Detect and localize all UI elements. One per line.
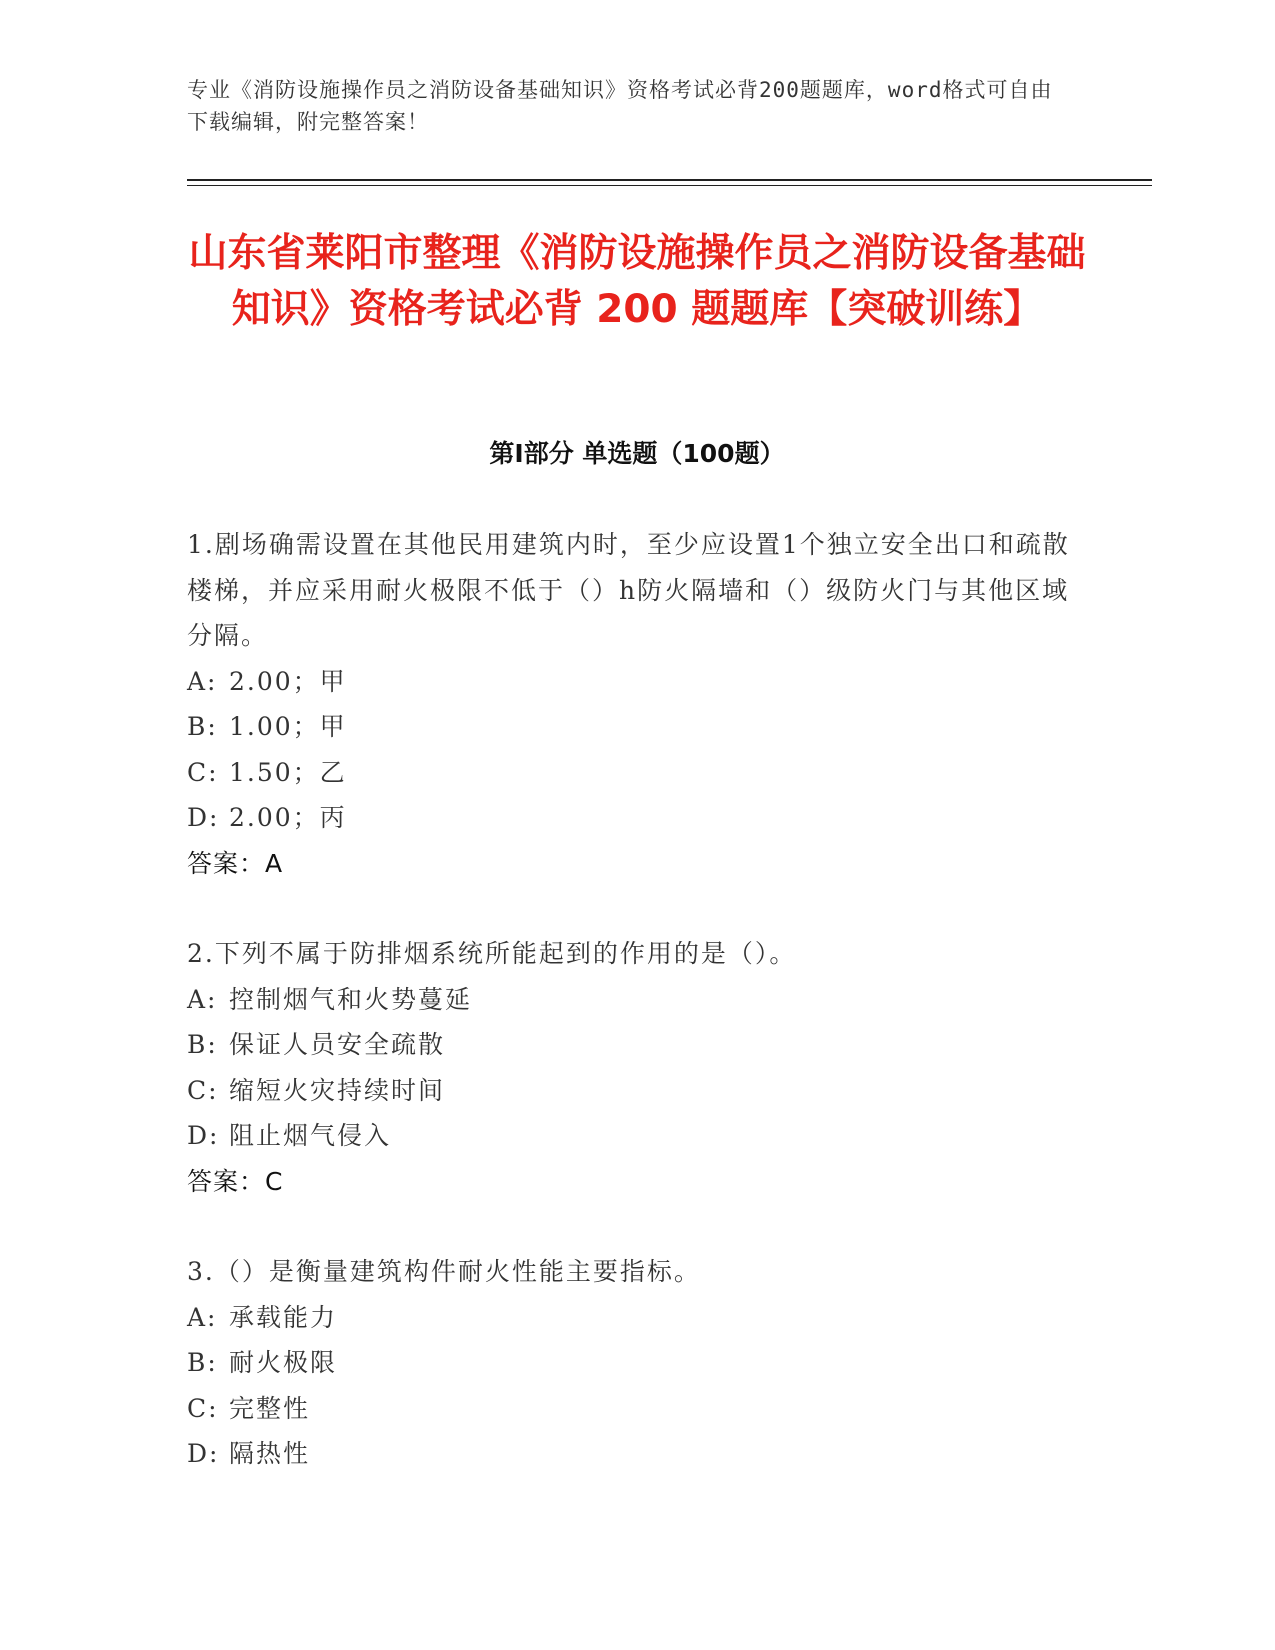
option-letter: C: <box>187 757 219 787</box>
question-text <box>187 1249 1077 1295</box>
answer-line <box>187 1159 1077 1205</box>
option-letter: D: <box>187 1439 220 1468</box>
answer-value: C <box>265 1166 284 1196</box>
answer-label: 答案： <box>187 848 266 878</box>
answer-line <box>187 841 1077 887</box>
option-c <box>187 1386 1077 1432</box>
option-text: 2.00；甲 <box>229 666 347 696</box>
question-1 <box>187 522 1077 886</box>
option-letter: C: <box>187 1075 219 1105</box>
option-text: 控制烟气和火势蔓延 <box>229 984 473 1014</box>
question-2 <box>187 931 1077 1204</box>
question-stem: 剧场确需设置在其他民用建筑内时，至少应设置1个独立安全出口和疏散楼梯，并应采用耐火极限不低于（）h防火隔墙和（）级防火门与其他区域分隔。 <box>187 530 1070 650</box>
option-text: 隔热性 <box>229 1439 311 1468</box>
option-text: 1.50；乙 <box>229 757 347 787</box>
option-letter: D: <box>187 1121 220 1150</box>
question-text <box>187 931 1077 977</box>
option-text: 缩短火灾持续时间 <box>229 1075 446 1105</box>
option-letter: A: <box>187 666 218 696</box>
section-title: 第Ⅰ部分 单选题（100题） <box>489 439 785 468</box>
option-a <box>187 1295 1077 1341</box>
option-letter: D: <box>187 803 220 832</box>
question-number: 1. <box>187 530 215 559</box>
option-b <box>187 704 1077 750</box>
option-letter: C: <box>187 1393 219 1423</box>
question-list <box>187 522 1077 1522</box>
header-rule-thin <box>187 185 1152 186</box>
option-letter: A: <box>187 984 218 1014</box>
option-d <box>187 1113 1077 1159</box>
option-letter: A: <box>187 1302 218 1332</box>
option-text: 1.00；甲 <box>229 712 347 741</box>
header-note: 专业《消防设施操作员之消防设备基础知识》资格考试必背200题题库，word格式可自由下载编辑，附完整答案！ <box>187 78 1053 134</box>
answer-label: 答案： <box>187 1166 266 1196</box>
option-text: 承载能力 <box>229 1302 338 1332</box>
question-stem: 下列不属于防排烟系统所能起到的作用的是（）。 <box>214 939 797 968</box>
option-letter: B: <box>187 1030 218 1059</box>
question-number: 3. <box>187 1257 215 1286</box>
option-text: 阻止烟气侵入 <box>229 1121 392 1150</box>
option-text: 耐火极限 <box>229 1348 338 1377</box>
question-number: 2. <box>187 939 215 968</box>
option-text: 保证人员安全疏散 <box>229 1030 446 1059</box>
option-c <box>187 1068 1077 1114</box>
question-3 <box>187 1249 1077 1477</box>
option-c <box>187 750 1077 796</box>
option-a <box>187 659 1077 705</box>
option-d <box>187 795 1077 841</box>
option-a <box>187 977 1077 1023</box>
option-letter: B: <box>187 1348 218 1377</box>
header-rule-thick <box>187 179 1152 181</box>
question-text <box>187 522 1077 659</box>
document-title: 山东省莱阳市整理《消防设施操作员之消防设备基础知识》资格考试必背 200 题题库【突破训练】 <box>188 231 1086 332</box>
option-text: 完整性 <box>229 1393 311 1423</box>
option-letter: B: <box>187 712 218 741</box>
option-d <box>187 1431 1077 1477</box>
option-b <box>187 1022 1077 1068</box>
question-stem: （）是衡量建筑构件耐火性能主要指标。 <box>214 1257 701 1286</box>
option-b <box>187 1340 1077 1386</box>
answer-value: A <box>265 848 284 878</box>
option-text: 2.00；丙 <box>229 803 347 832</box>
